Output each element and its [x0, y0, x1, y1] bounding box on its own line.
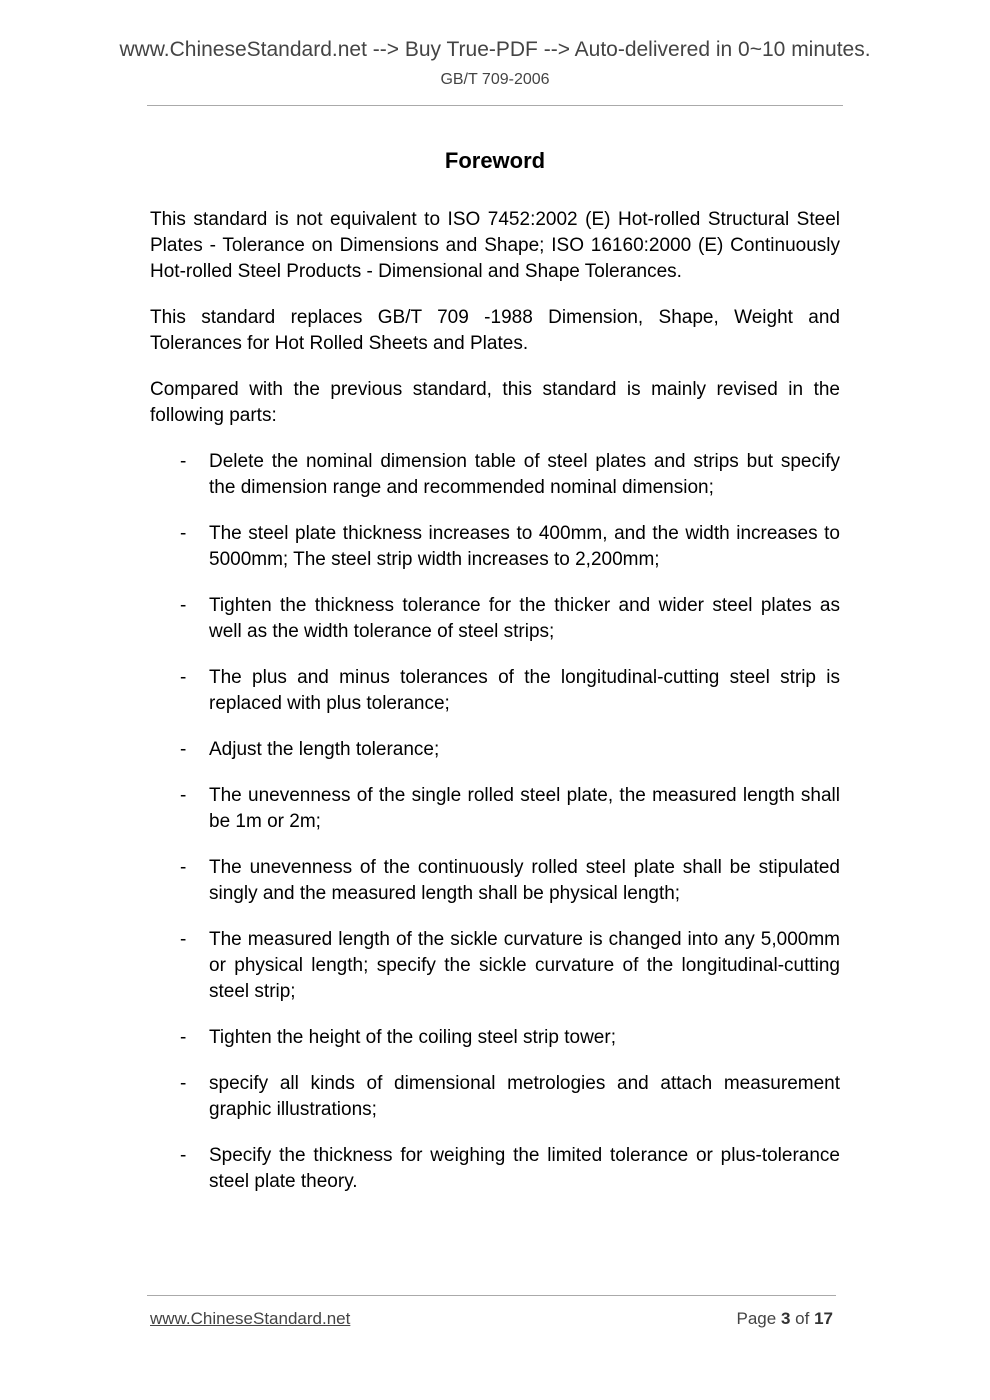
list-item [150, 449, 840, 501]
current-page: 3 [780, 1309, 791, 1328]
list-item-text: The measured length of the sickle curvature is changed into any 5,000mm or physical length; specify the sickle curvature of the longitudinal-cutting steel strip; [209, 929, 840, 1002]
document-id: GB/T 709-2006 [440, 71, 550, 88]
list-item [150, 1071, 840, 1123]
list-item-text: Specify the thickness for weighing the limited tolerance or plus-tolerance steel plate theory. [209, 1145, 840, 1192]
page-of: of [795, 1309, 810, 1328]
bullet-dash: - [180, 857, 187, 878]
list-item-text: Tighten the height of the coiling steel strip tower; [209, 1027, 616, 1048]
paragraph: This standard replaces GB/T 709 -1988 Dimension, Shape, Weight and Tolerances for Hot Rolled Sheets and Plates. [150, 307, 840, 354]
list-item [150, 855, 840, 907]
list-item-text: The steel plate thickness increases to 400mm, and the width increases to 5000mm; The steel strip width increases to 2,200mm; [209, 523, 840, 570]
document-body [150, 207, 840, 1215]
paragraph: This standard is not equivalent to ISO 7452:2002 (E) Hot-rolled Structural Steel Plates - Tolerance on Dimensions and Shape; ISO 16160:2000 (E) Continuously Hot-rolled Steel Products - Dimensional and Shape Tolerances. [150, 209, 840, 282]
list-item [150, 737, 840, 763]
paragraph: Compared with the previous standard, this standard is mainly revised in the following parts: [150, 379, 840, 426]
bullet-dash: - [180, 667, 187, 688]
list-item-text: The unevenness of the continuously rolled steel plate shall be stipulated singly and the measured length shall be physical length; [209, 857, 840, 904]
list-item [150, 1025, 840, 1051]
list-item-text: specify all kinds of dimensional metrologies and attach measurement graphic illustrations; [209, 1073, 840, 1120]
bullet-dash: - [180, 595, 187, 616]
bullet-dash: - [180, 739, 187, 760]
revision-list [150, 449, 840, 1195]
page-title: Foreword [444, 148, 546, 173]
list-item [150, 521, 840, 573]
bullet-dash: - [180, 523, 187, 544]
bullet-dash: - [180, 1073, 187, 1094]
page-prefix: Page [736, 1309, 777, 1328]
list-item-text: Delete the nominal dimension table of steel plates and strips but specify the dimension range and recommended nominal dimension; [209, 451, 840, 498]
list-item [150, 665, 840, 717]
list-item [150, 1143, 840, 1195]
total-pages: 17 [814, 1309, 833, 1328]
header-divider [147, 105, 843, 106]
list-item-text: The unevenness of the single rolled steel plate, the measured length shall be 1m or 2m; [209, 785, 840, 832]
footer-website-link[interactable]: www.ChineseStandard.net [150, 1309, 351, 1328]
footer-divider [147, 1295, 836, 1296]
list-item [150, 783, 840, 835]
list-item-text: Tighten the thickness tolerance for the thicker and wider steel plates as well as the width tolerance of steel strips; [209, 595, 840, 642]
list-item [150, 927, 840, 1005]
page-number [737, 1309, 833, 1329]
list-item-text: Adjust the length tolerance; [209, 739, 440, 760]
list-item-text: The plus and minus tolerances of the longitudinal-cutting steel strip is replaced with plus tolerance; [209, 667, 840, 714]
bullet-dash: - [180, 1145, 187, 1166]
list-item [150, 593, 840, 645]
bullet-dash: - [180, 451, 187, 472]
header-banner: www.ChineseStandard.net --> Buy True-PDF --> Auto-delivered in 0~10 minutes. [119, 38, 871, 61]
bullet-dash: - [180, 929, 187, 950]
bullet-dash: - [180, 785, 187, 806]
bullet-dash: - [180, 1027, 187, 1048]
